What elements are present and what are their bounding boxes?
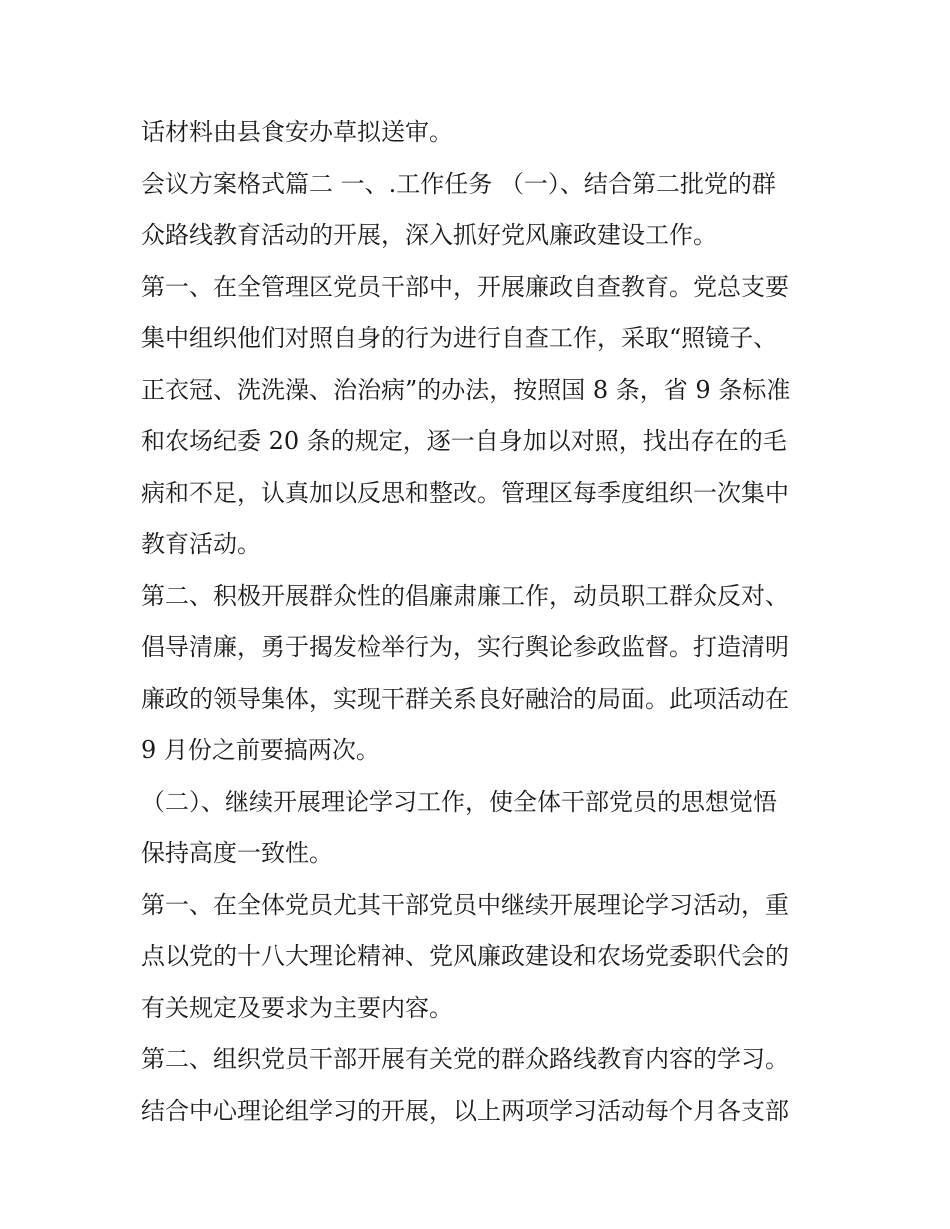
text-line: 集中组织他们对照自身的行为进行自查工作，采取“照镜子、 bbox=[141, 324, 778, 352]
text-line: 倡导清廉，勇于揭发检举行为，实行舆论参政监督。打造清明 bbox=[141, 633, 789, 661]
text-line: 正衣冠、洗洗澡、治治病”的办法，按照国 8 条，省 9 条标准 bbox=[141, 375, 791, 404]
text-line: （二）、继续开展理论学习工作，使全体干部党员的思想觉悟 bbox=[141, 787, 777, 816]
text-line: 第二、组织党员干部开展有关党的群众路线教育内容的学习。 bbox=[141, 1045, 789, 1073]
text-line: 教育活动。 bbox=[141, 530, 261, 558]
text-line: 话材料由县食安办草拟送审。 bbox=[141, 118, 453, 146]
text-line: 众路线教育活动的开展，深入抓好党风廉政建设工作。 bbox=[141, 221, 717, 249]
text-line: 第一、在全管理区党员干部中，开展廉政自查教育。党总支要 bbox=[141, 272, 789, 301]
text-line: 点以党的十八大理论精神、党风廉政建设和农场党委职代会的 bbox=[141, 942, 789, 970]
text-line: 第二、积极开展群众性的倡廉肃廉工作，动员职工群众反对、 bbox=[141, 581, 789, 610]
text-line: 9 月份之前要搞两次。 bbox=[141, 736, 380, 764]
text-line: 会议方案格式篇二 一、.工作任务 （一）、结合第二批党的群 bbox=[141, 169, 776, 198]
document-body bbox=[141, 107, 821, 1137]
text-line: 和农场纪委 20 条的规定，逐一自身加以对照，找出存在的毛 bbox=[141, 427, 787, 455]
text-line: 结合中心理论组学习的开展，以上两项学习活动每个月各支部 bbox=[141, 1096, 789, 1125]
text-line: 廉政的领导集体，实现干群关系良好融洽的局面。此项活动在 bbox=[141, 684, 789, 713]
text-line: 第一、在全体党员尤其干部党员中继续开展理论学习活动，重 bbox=[141, 890, 789, 919]
text-line: 保持高度一致性。 bbox=[141, 839, 333, 867]
text-line: 有关规定及要求为主要内容。 bbox=[141, 993, 453, 1022]
text-line: 病和不足，认真加以反思和整改。管理区每季度组织一次集中 bbox=[141, 478, 789, 507]
